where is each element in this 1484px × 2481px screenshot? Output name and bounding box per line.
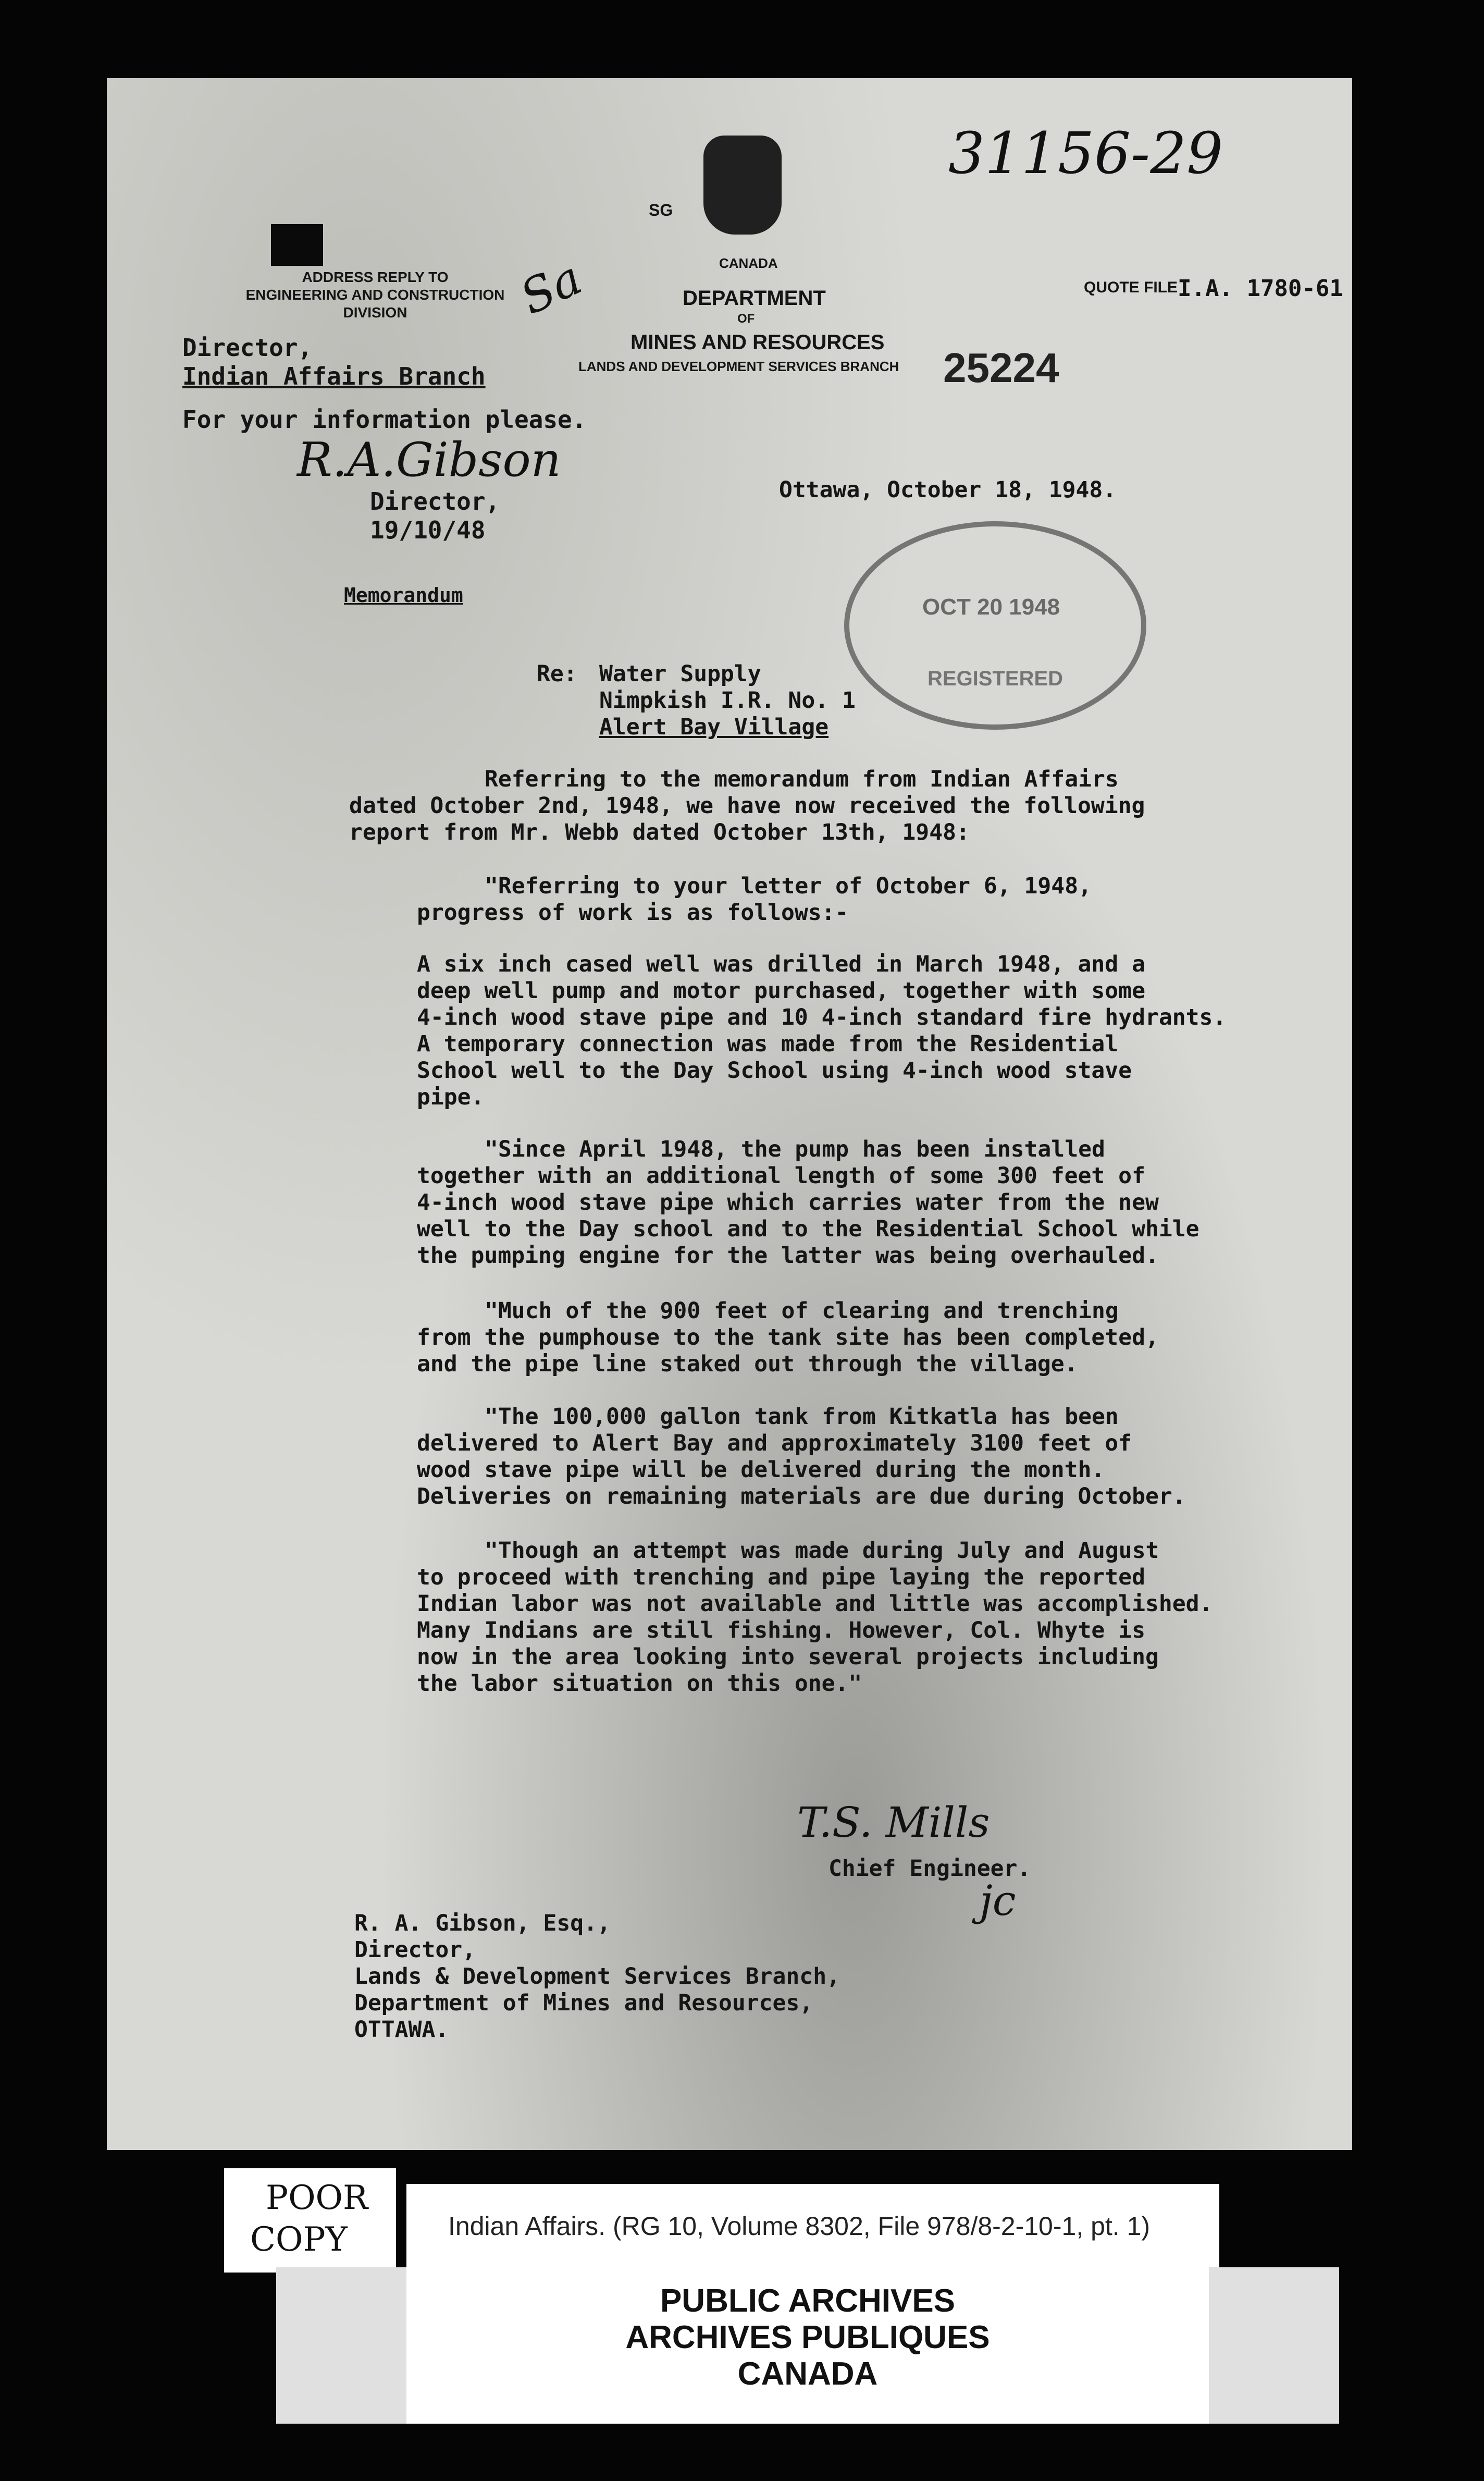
report-line: to proceed with trenching and pipe laying the reported — [417, 1564, 1145, 1590]
addressee-line: R. A. Gibson, Esq., — [354, 1910, 611, 1936]
poor-copy-line: COPY — [250, 2220, 348, 2259]
report-line: School well to the Day School using 4-inch wood stave — [417, 1058, 1132, 1084]
poor-copy-line: POOR — [266, 2179, 368, 2217]
annotation-date: 19/10/48 — [370, 516, 486, 544]
report-line: from the pumphouse to the tank site has been completed, — [417, 1324, 1159, 1350]
canada-crest-icon — [703, 136, 782, 235]
archive-line: CANADA — [737, 2356, 878, 2392]
intro-line: report from Mr. Webb dated October 13th, 1948: — [349, 819, 970, 845]
report-paragraph-3 — [417, 1136, 1199, 1269]
address-reply-line: ENGINEERING AND CONSTRUCTION — [245, 287, 505, 303]
report-line: the labor situation on this one." — [417, 1671, 862, 1697]
addressee-line: Department of Mines and Resources, — [354, 1990, 813, 2016]
file-number-handwritten: 31156-29 — [948, 120, 1223, 187]
addressee-line: Lands & Development Services Branch, — [354, 1963, 840, 1989]
stamp-date: OCT 20 1948 — [922, 594, 1060, 620]
re-block — [599, 661, 856, 741]
re-line: Water Supply — [599, 661, 761, 687]
report-line: 4-inch wood stave pipe which carries water from the new — [417, 1189, 1159, 1215]
report-line: pipe. — [417, 1084, 485, 1110]
stamped-number: 25224 — [943, 345, 1059, 391]
report-line: "Though an attempt was made during July and August — [485, 1538, 1159, 1564]
signoff-title: Chief Engineer. — [828, 1856, 1031, 1882]
archive-label — [406, 2267, 1209, 2424]
report-line: together with an additional length of some 300 feet of — [417, 1163, 1145, 1189]
report-paragraph-4 — [417, 1298, 1159, 1378]
re-label: Re: — [537, 661, 577, 687]
report-line: and the pipe line staked out through the village. — [417, 1351, 1078, 1377]
letterhead-of: OF — [737, 312, 755, 326]
letterhead-sg: SG — [649, 201, 673, 219]
archive-line: PUBLIC ARCHIVES — [660, 2283, 956, 2319]
annotation-signer-title: Director, — [370, 487, 500, 515]
report-line: A temporary connection was made from the Residential — [417, 1031, 1119, 1057]
annotation-signature: R.A.Gibson — [297, 433, 561, 487]
report-line: deep well pump and motor purchased, together with some — [417, 978, 1145, 1004]
intro-line: dated October 2nd, 1948, we have now received the following — [349, 793, 1145, 819]
report-paragraph-5 — [417, 1404, 1186, 1510]
report-line: progress of work is as follows:- — [417, 900, 849, 926]
annotation-to-line2: Indian Affairs Branch — [182, 362, 486, 390]
report-line: "Much of the 900 feet of clearing and trenching — [485, 1298, 1119, 1324]
report-paragraph-2 — [417, 951, 1226, 1111]
handwritten-initial-scrawl: Sa — [512, 250, 590, 326]
report-line: "Referring to your letter of October 6, 1948, — [485, 873, 1092, 899]
report-line: the pumping engine for the latter was being overhauled. — [417, 1243, 1159, 1269]
address-reply-block — [240, 268, 511, 322]
report-paragraph-1 — [417, 873, 1092, 926]
addressee-block — [354, 1910, 840, 2043]
address-reply-line: ADDRESS REPLY TO — [302, 269, 449, 285]
report-line: now in the area looking into several projects including — [417, 1644, 1159, 1670]
report-line: A six inch cased well was drilled in March 1948, and a — [417, 951, 1145, 977]
quote-file-label: QUOTE FILE — [1084, 279, 1178, 296]
poor-copy-label — [224, 2168, 396, 2273]
stamp-text: REGISTERED — [928, 667, 1063, 690]
report-line: Indian labor was not available and little was accomplished. — [417, 1591, 1213, 1617]
archive-strip — [276, 2267, 1339, 2424]
annotation-to-line1: Director, — [182, 334, 313, 362]
report-paragraph-6 — [417, 1538, 1213, 1697]
report-line: delivered to Alert Bay and approximately 3100 feet of — [417, 1430, 1132, 1456]
report-line: Many Indians are still fishing. However, Col. Whyte is — [417, 1617, 1145, 1643]
report-line: "Since April 1948, the pump has been installed — [485, 1136, 1105, 1162]
received-stamp — [844, 521, 1146, 730]
report-line: well to the Day school and to the Residential School while — [417, 1216, 1199, 1242]
signoff-signature: T.S. Mills — [797, 1798, 990, 1847]
letterhead-ministry: MINES AND RESOURCES — [630, 331, 885, 354]
address-reply-line: DIVISION — [343, 304, 407, 321]
re-line: Nimpkish I.R. No. 1 — [599, 687, 856, 714]
report-line: wood stave pipe will be delivered during the month. — [417, 1457, 1105, 1483]
black-mark — [271, 224, 323, 266]
report-line: 4-inch wood stave pipe and 10 4-inch standard fire hydrants. — [417, 1004, 1227, 1030]
re-line: Alert Bay Village — [599, 714, 829, 740]
report-line: "The 100,000 gallon tank from Kitkatla has been — [485, 1404, 1119, 1430]
report-line: Deliveries on remaining materials are due during October. — [417, 1483, 1186, 1509]
letterhead-country: CANADA — [719, 255, 778, 271]
archive-line: ARCHIVES PUBLIQUES — [625, 2319, 990, 2355]
addressee-line: Director, — [354, 1937, 476, 1963]
intro-paragraph — [349, 766, 1145, 846]
letterhead-branch: LANDS AND DEVELOPMENT SERVICES BRANCH — [578, 359, 899, 374]
memo-label: Memorandum — [344, 584, 463, 607]
quote-file-value: I.A. 1780-61 — [1178, 275, 1343, 302]
signoff-initials: jc — [980, 1876, 1016, 1925]
annotation-note: For your information please. — [182, 406, 587, 434]
dateline: Ottawa, October 18, 1948. — [779, 477, 1117, 503]
letterhead-department: DEPARTMENT — [683, 287, 826, 310]
addressee-line: OTTAWA. — [354, 2017, 449, 2043]
citation-strip — [406, 2184, 1219, 2267]
citation-text: Indian Affairs. (RG 10, Volume 8302, File 978/8-2-10-1, pt. 1) — [448, 2212, 1151, 2241]
intro-line: Referring to the memorandum from Indian Affairs — [485, 766, 1119, 792]
